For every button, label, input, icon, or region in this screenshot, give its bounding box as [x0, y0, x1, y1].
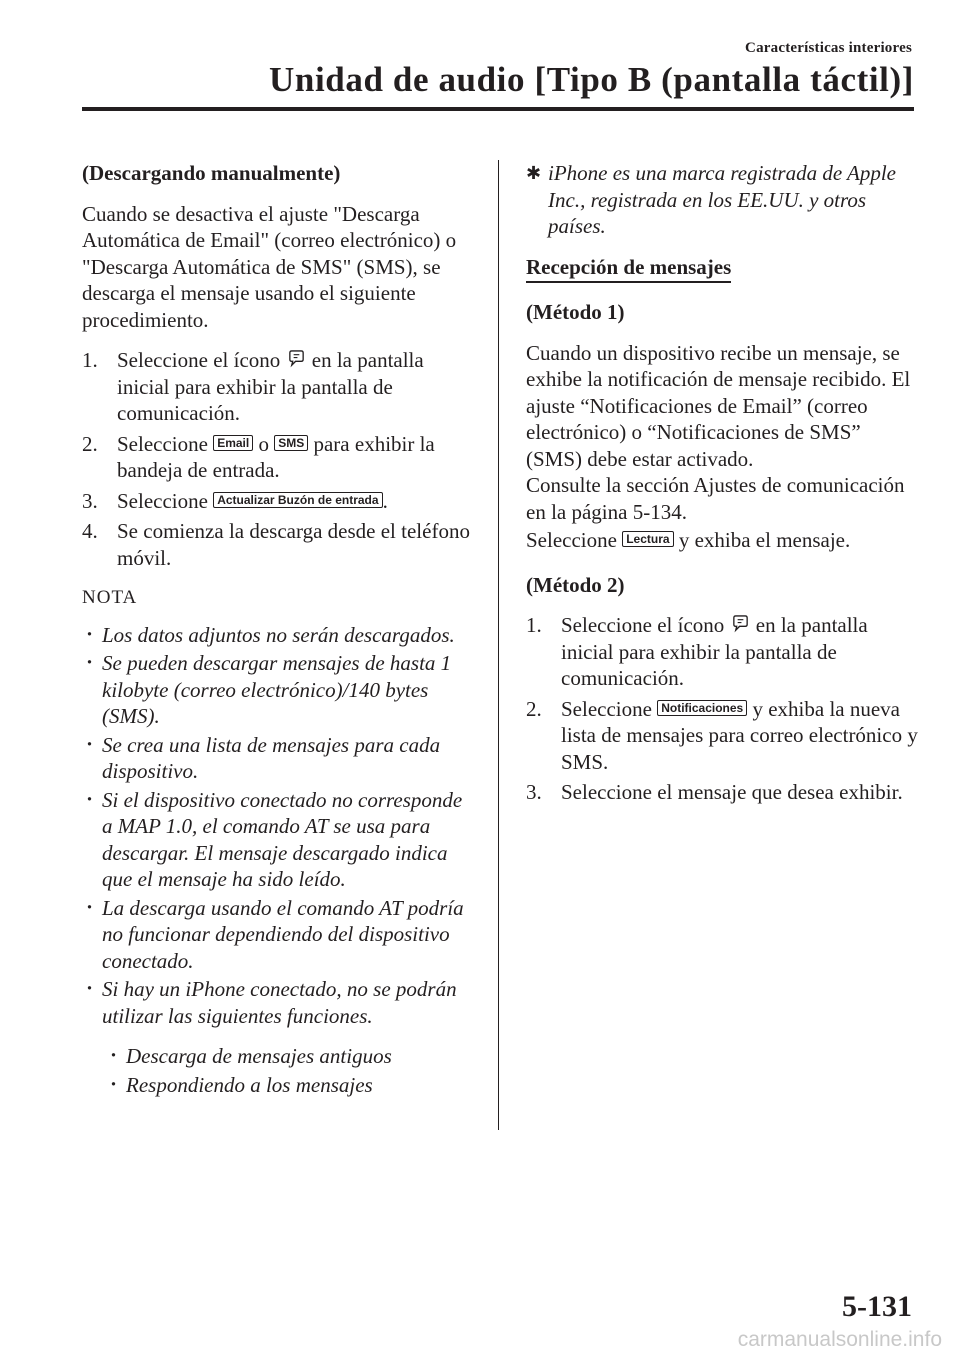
nota-item: [82, 976, 472, 1029]
section-heading-wrapper: [526, 254, 918, 300]
footnote-text: iPhone es una marca registrada de Apple Inc., registrada en los EE.UU. y otros países.: [548, 161, 897, 238]
step-number: 3.: [526, 780, 542, 804]
step-number: 3.: [82, 488, 98, 513]
step-text-after: .: [382, 488, 388, 513]
step-text-after: en la pantalla inicial para exhibir la pantalla de comunicación.: [561, 613, 868, 690]
nota-item: [82, 895, 472, 975]
update-inbox-button[interactable]: Actualizar Buzón de entrada: [213, 492, 382, 508]
nota-item: [82, 732, 472, 785]
step-number: 1.: [526, 613, 542, 637]
read-button[interactable]: Lectura: [622, 531, 673, 547]
step-item: [526, 779, 918, 806]
step-item: [526, 696, 918, 776]
nota-subtext: Respondiendo a los mensajes: [126, 1072, 373, 1097]
bullet-icon: ·: [86, 786, 94, 811]
bullet-icon: ·: [86, 976, 94, 1000]
method-2-heading: (Método 2): [526, 572, 625, 597]
step-text: Seleccione el mensaje que desea exhibir.: [561, 780, 903, 804]
bullet-icon: ·: [86, 650, 94, 674]
nota-text: Los datos adjuntos no serán descargados.: [102, 622, 455, 647]
notifications-button[interactable]: Notificaciones: [657, 700, 747, 716]
method-2-steps: [526, 612, 918, 806]
step-text-before: Seleccione: [561, 696, 658, 721]
step-item: [526, 612, 918, 692]
step-text-after: para exhibir la bandeja de entrada.: [117, 431, 435, 482]
receiving-messages-heading: Recepción de mensajes: [526, 254, 731, 284]
nota-text: Si hay un iPhone conectado, no se podrán utilizar las siguientes funciones.: [102, 977, 457, 1028]
page-number: 5-131: [842, 1290, 912, 1323]
manual-download-steps: [82, 347, 472, 571]
bullet-icon: ·: [86, 731, 94, 756]
nota-subitem: [106, 1072, 472, 1099]
running-header-title: Unidad de audio [Tipo B (pantalla táctil)]: [269, 60, 914, 99]
method-1-reference: Consulte la sección Ajustes de comunicación en la página 5-134.: [526, 473, 905, 524]
manual-download-intro: Cuando se desactiva el ajuste "Descarga Automática de Email" (correo electrónico) o "Descarga Automática de SMS" (SMS), se descarga el mensaje usando el siguiente procedimiento.: [82, 201, 457, 332]
header-rule: [82, 107, 914, 111]
nota-text: Se pueden descargar mensajes de hasta 1 kilobyte (correo electrónico)/140 bytes (SMS).: [102, 651, 452, 728]
step-item: [82, 431, 472, 484]
nota-subtext: Descarga de mensajes antiguos: [126, 1044, 392, 1068]
nota-text: Se crea una lista de mensajes para cada dispositivo.: [102, 732, 441, 783]
step-text-before: Seleccione el ícono: [561, 613, 730, 637]
iphone-restrictions-list: [82, 1043, 472, 1098]
right-column: [526, 160, 918, 810]
select-text-after: y exhiba el mensaje.: [673, 528, 851, 552]
step-text-mid: o: [253, 431, 275, 456]
manual-download-heading: (Descargando manualmente): [82, 161, 341, 185]
nota-subitem: [106, 1043, 472, 1070]
bullet-icon: ·: [86, 894, 94, 919]
bullet-icon: ·: [110, 1043, 118, 1067]
communication-icon: [287, 349, 306, 368]
step-text-after: y exhiba la nueva lista de mensajes para correo electrónico y SMS.: [561, 696, 918, 774]
method-1-text: Cuando un dispositivo recibe un mensaje, se exhibe la notificación de mensaje recibido. El ajuste “Notificaciones de Email” (correo electrónico) o “Notificaciones de SMS” (SMS) debe estar activado.: [526, 340, 911, 471]
nota-text: La descarga usando el comando AT podría no funcionar dependiendo del dispositivo conectado.: [102, 895, 464, 973]
nota-item: [82, 787, 472, 893]
step-text-before: Seleccione: [117, 488, 214, 513]
method-1-heading: (Método 1): [526, 300, 625, 324]
nota-label: NOTA: [82, 587, 138, 608]
step-number: 2.: [526, 696, 542, 721]
step-text-after: en la pantalla inicial para exhibir la pantalla de comunicación.: [117, 348, 424, 425]
bullet-icon: ·: [86, 621, 94, 646]
column-divider: [498, 160, 499, 1130]
left-column: [82, 160, 472, 1100]
nota-item: [82, 622, 472, 649]
step-number: 2.: [82, 431, 98, 456]
step-text-before: Seleccione: [117, 431, 214, 456]
step-text: Se comienza la descarga desde el teléfono móvil.: [117, 519, 470, 570]
nota-item: [82, 650, 472, 730]
select-text-before: Seleccione: [526, 528, 623, 552]
bullet-icon: ·: [110, 1071, 118, 1096]
step-number: 4.: [82, 519, 98, 543]
step-text-before: Seleccione el ícono: [117, 348, 286, 372]
step-item: [82, 347, 472, 427]
email-button[interactable]: Email: [213, 435, 253, 451]
step-number: 1.: [82, 348, 98, 372]
step-item: [82, 488, 472, 515]
communication-icon: [731, 614, 750, 633]
method-1-select: [526, 527, 918, 554]
sms-button[interactable]: SMS: [274, 435, 308, 451]
step-item: [82, 518, 472, 571]
site-watermark: carmanualsonline.info: [737, 1328, 942, 1351]
asterisk-icon: ✱: [526, 163, 542, 183]
nota-text: Si el dispositivo conectado no corresponde a MAP 1.0, el comando AT se usa para descargar. El mensaje descargado indica que el mensaje ha sido leído.: [102, 787, 463, 891]
nota-list: [82, 622, 472, 1030]
iphone-trademark-footnote: [526, 160, 918, 240]
running-header-section: Características interiores: [745, 40, 912, 56]
